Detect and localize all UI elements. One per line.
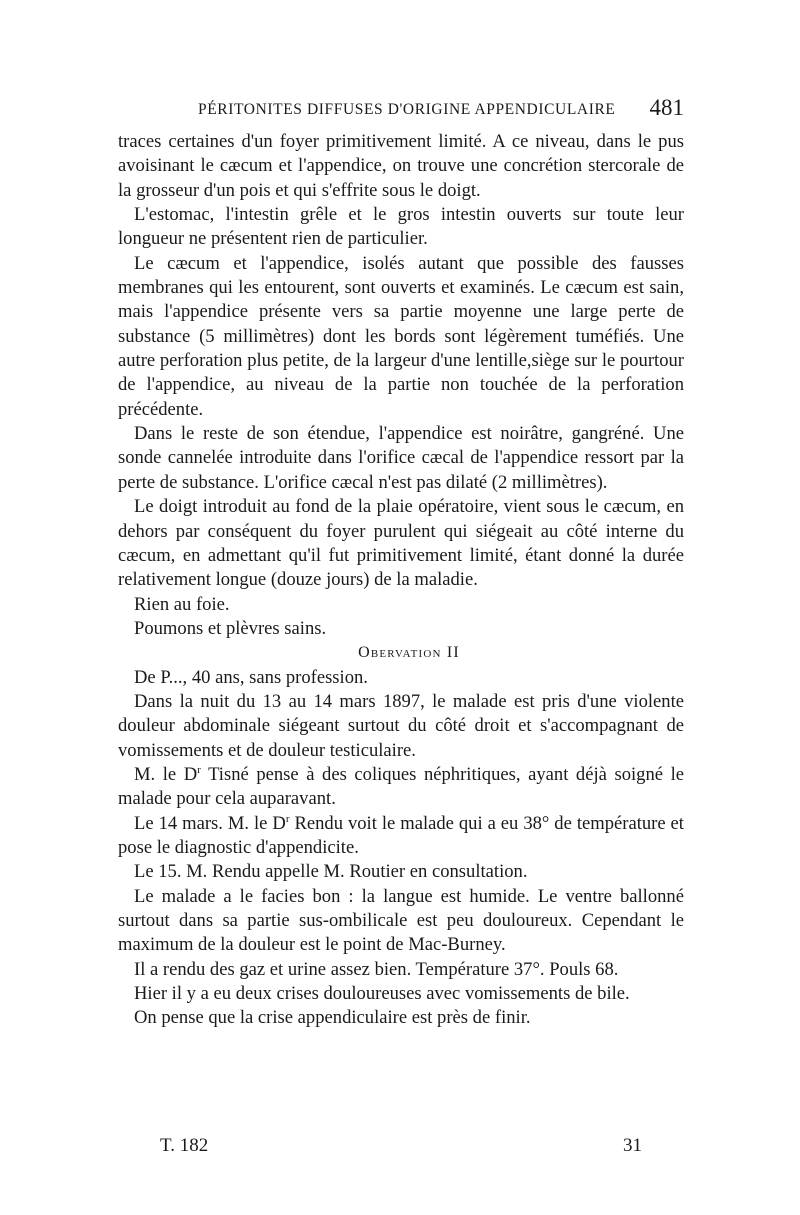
paragraph [118,763,684,812]
text-run: Le 14 mars. M. le D [134,812,286,834]
text-run: Rendu voit le malade qui a eu 38° de température et pose le diagnostic d'appendicite. [118,812,684,858]
paragraph: Le malade a le facies bon : la langue est humide. Le ventre ballonné surtout dans sa partie sus-ombilicale est peu douloureux. Cependant le maximum de la douleur est le point de Mac-Burney. [118,885,684,956]
superscript: r [285,812,290,825]
page-footer [160,1135,642,1163]
paragraph: Poumons et plèvres sains. [134,617,327,639]
paragraph: Dans le reste de son étendue, l'appendice est noirâtre, gangréné. Une sonde cannelée introduite dans l'orifice cæcal de l'appendice ressort par la perte de substance. L'orifice cæcal n'est pas dilaté (2 millimètres). [118,423,684,493]
body-text [118,130,684,1031]
printer-signature: T. 182 [160,1135,209,1156]
paragraph: traces certaines d'un foyer primitivement limité. A ce niveau, dans le pus avoisinant le cæcum et l'appendice, on trouve une concrétion stercorale de la grosseur d'un pois et qui s'effrite sous le doigt. [118,131,684,201]
text-run: Tisné pense à des coliques néphritiques, ayant déjà soigné le malade pour cela auparavant. [118,763,685,810]
paragraph: On pense que la crise appendiculaire est près de finir. [134,1007,531,1029]
page-header [118,95,690,125]
paragraph: Le doigt introduit au fond de la plaie opératoire, vient sous le cæcum, en dehors par conséquent du foyer purulent qui siégeait au côté interne du cæcum, en admettant qu'il fut primitivement limité, étant donné la durée relativement longue (douze jours) de la maladie. [118,496,684,591]
paragraph: Le 15. M. Rendu appelle M. Routier en consultation. [134,861,528,883]
paragraph: Dans la nuit du 13 au 14 mars 1897, le malade est pris d'une violente douleur abdominale siégeant surtout du côté droit et s'accompagnant de vomissements et de douleur testiculaire. [118,690,684,761]
text-run: M. le D [134,763,198,785]
paragraph: Hier il y a eu deux crises douloureuses avec vomissements de bile. [134,983,630,1005]
paragraph: Il a rendu des gaz et urine assez bien. Température 37°. Pouls 68. [134,958,619,980]
paragraph: Rien au foie. [134,593,230,615]
paragraph: L'estomac, l'intestin grêle et le gros intestin ouverts sur toute leur longueur ne présentent rien de particulier. [118,204,684,250]
observation-heading: Obervation II [358,644,460,662]
superscript: r [197,763,201,776]
page-number: 481 [649,95,684,120]
running-title: PÉRITONITES DIFFUSES D'ORIGINE APPENDICULAIRE [198,101,616,118]
paragraph: De P..., 40 ans, sans profession. [134,666,368,688]
signature-folio: 31 [623,1135,642,1156]
paragraph: Le cæcum et l'appendice, isolés autant que possible des fausses membranes qui les entourent, sont ouverts et examinés. Le cæcum est sain, mais l'appendice présente vers sa partie moyenne une large perte de substance (5 millimètres) dont les bords sont légèrement tuméfiés. Une autre perforation plus petite, de la largeur d'une lentille,siège sur le pourtour de l'appendice, au niveau de la partie non touchée de la perforation précédente. [118,252,684,420]
paragraph [118,812,684,861]
